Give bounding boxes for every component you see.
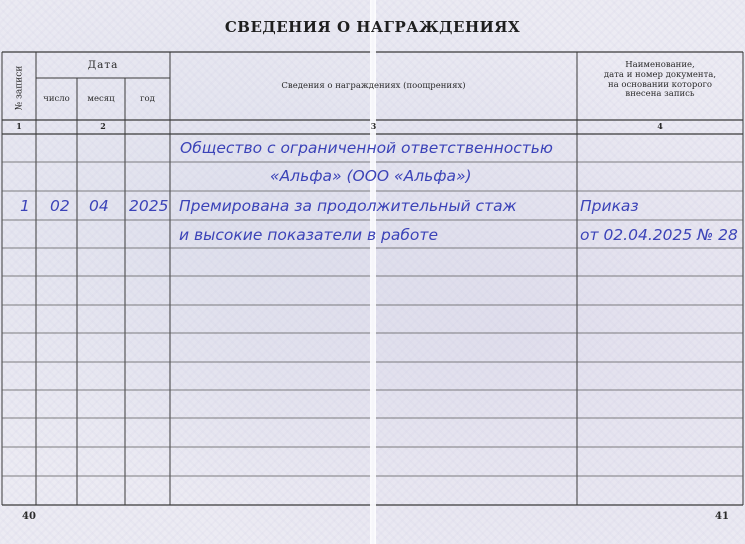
entry-month: 04: [89, 197, 109, 215]
entry-info-line-1: Премирована за продолжительный стаж: [179, 197, 517, 215]
header-day: число: [43, 94, 70, 104]
page-number-right: 41: [715, 511, 729, 522]
organization-name-line-1: Общество с ограниченной ответственностью: [180, 139, 553, 157]
header-basis: Наименование, дата и номер документа, на основании которого внесена запись: [603, 60, 717, 100]
entry-basis-line-1: Приказ: [580, 197, 639, 215]
header-year: год: [140, 94, 155, 104]
entry-basis-line-2: от 02.04.2025 № 28: [580, 226, 738, 244]
column-number-4: 4: [657, 121, 663, 131]
header-info: Сведения о награждениях (поощрениях): [281, 81, 466, 91]
entry-record-no: 1: [20, 197, 30, 215]
page-title: СВЕДЕНИЯ О НАГРАЖДЕНИЯХ: [224, 18, 521, 36]
entry-day: 02: [50, 197, 70, 215]
header-record-no: № записи: [14, 65, 25, 111]
header-date: Дата: [87, 59, 119, 71]
organization-name-line-2: «Альфа» (ООО «Альфа»): [270, 167, 472, 185]
column-number-1: 1: [16, 121, 22, 131]
page-number-left: 40: [22, 511, 36, 522]
entry-year: 2025: [129, 197, 169, 215]
column-number-3: 3: [370, 121, 377, 131]
column-number-2: 2: [100, 121, 106, 131]
header-month: месяц: [87, 94, 115, 104]
entry-info-line-2: и высокие показатели в работе: [179, 226, 438, 244]
